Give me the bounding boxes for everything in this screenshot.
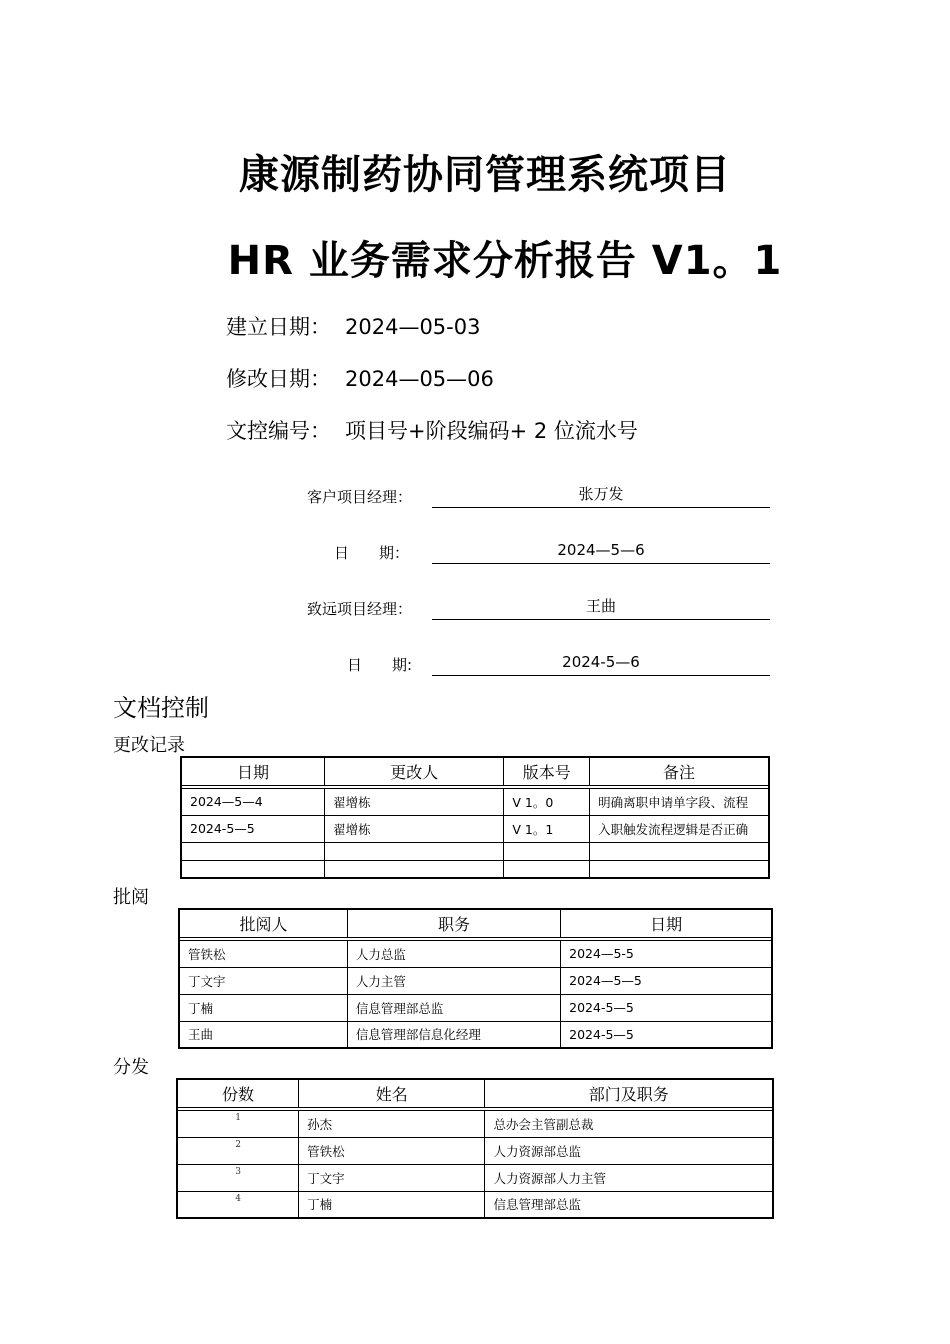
table-cell: 2024—5—5 [561, 967, 772, 994]
signature-label: 日 期: [347, 656, 413, 674]
signature-label: 日 期： [334, 544, 410, 562]
table-cell [504, 860, 590, 878]
doc-title-line2: HR 业务需求分析报告 V1。1 [227, 238, 783, 284]
table-row [177, 1137, 773, 1164]
table-header: 份数 [177, 1079, 299, 1107]
table-header-row [179, 909, 772, 937]
table-cell [181, 860, 325, 878]
meta-modified-value: 2024—05—06 [345, 367, 494, 391]
table-cell: V 1。0 [504, 788, 590, 815]
table-cell: 2 [177, 1137, 299, 1164]
table-row [177, 1110, 773, 1137]
change-log-title: 更改记录 [113, 735, 185, 756]
table-header: 日期 [561, 909, 772, 937]
table-row [181, 815, 769, 842]
signature-vendor-manager [0, 592, 950, 622]
table-cell [325, 842, 504, 860]
table-cell [504, 842, 590, 860]
meta-doc-number [226, 415, 638, 445]
table-row [179, 1021, 772, 1048]
doc-title-line1: 康源制药协同管理系统项目 [239, 152, 731, 198]
table-cell: 1 [177, 1110, 299, 1137]
table-cell: 2024-5—5 [561, 994, 772, 1021]
signature-client-date [0, 536, 950, 566]
table-header: 版本号 [504, 757, 590, 785]
meta-modified [226, 363, 494, 393]
table-cell: 王曲 [179, 1021, 347, 1048]
meta-doc-label: 文控编号： [226, 419, 331, 443]
table-cell: 2024—5-5 [561, 940, 772, 967]
table-header: 备注 [590, 757, 769, 785]
table-cell: 2024-5—5 [181, 815, 325, 842]
signature-value: 王曲 [432, 592, 770, 620]
table-cell: 丁文宇 [299, 1164, 485, 1191]
table-cell: 明确离职申请单字段、流程 [590, 788, 769, 815]
table-row [179, 994, 772, 1021]
table-header-row [177, 1079, 773, 1107]
table-cell: 入职触发流程逻辑是否正确 [590, 815, 769, 842]
meta-doc-value: 项目号+阶段编码+ 2 位流水号 [345, 419, 638, 443]
distribution-table [176, 1078, 774, 1219]
table-cell: 翟增栋 [325, 788, 504, 815]
table-cell [325, 860, 504, 878]
table-header: 日期 [181, 757, 325, 785]
table-row [181, 842, 769, 860]
table-cell: 丁楠 [179, 994, 347, 1021]
table-cell [590, 842, 769, 860]
meta-created-value: 2024—05-03 [345, 315, 481, 339]
table-cell: V 1。1 [504, 815, 590, 842]
table-cell: 人力资源部总监 [485, 1137, 773, 1164]
section-doc-control-title: 文档控制 [113, 694, 209, 722]
table-cell: 人力总监 [347, 940, 560, 967]
table-cell: 人力资源部人力主管 [485, 1164, 773, 1191]
signature-label: 致远项目经理： [307, 600, 413, 618]
signature-label: 客户项目经理： [307, 488, 413, 506]
signature-value: 2024—5—6 [432, 536, 770, 564]
table-row [177, 1164, 773, 1191]
signature-client-manager [0, 480, 950, 510]
table-cell: 孙杰 [299, 1110, 485, 1137]
table-cell: 总办会主管副总裁 [485, 1110, 773, 1137]
table-cell [590, 860, 769, 878]
meta-created [226, 311, 480, 341]
signature-value: 2024-5—6 [432, 648, 770, 676]
table-header: 姓名 [299, 1079, 485, 1107]
table-cell: 人力主管 [347, 967, 560, 994]
table-cell: 信息管理部信息化经理 [347, 1021, 560, 1048]
signature-vendor-date [0, 648, 950, 678]
table-cell: 丁楠 [299, 1191, 485, 1218]
table-header: 职务 [347, 909, 560, 937]
review-title: 批阅 [113, 887, 149, 908]
table-row [181, 860, 769, 878]
table-cell [181, 842, 325, 860]
table-header-row [181, 757, 769, 785]
table-cell: 管铁松 [299, 1137, 485, 1164]
table-cell: 管铁松 [179, 940, 347, 967]
table-cell: 信息管理部总监 [485, 1191, 773, 1218]
distribution-title: 分发 [113, 1057, 149, 1078]
table-row [181, 788, 769, 815]
meta-created-label: 建立日期： [226, 315, 331, 339]
table-row [177, 1191, 773, 1218]
signature-value: 张万发 [432, 480, 770, 508]
table-header: 批阅人 [179, 909, 347, 937]
table-cell: 4 [177, 1191, 299, 1218]
change-log-table [180, 756, 770, 879]
table-cell: 信息管理部总监 [347, 994, 560, 1021]
table-row [179, 967, 772, 994]
table-cell: 丁文宇 [179, 967, 347, 994]
review-table [178, 908, 773, 1049]
meta-modified-label: 修改日期： [226, 367, 331, 391]
table-cell: 2024-5—5 [561, 1021, 772, 1048]
table-cell: 翟增栋 [325, 815, 504, 842]
table-cell: 3 [177, 1164, 299, 1191]
table-header: 部门及职务 [485, 1079, 773, 1107]
table-row [179, 940, 772, 967]
table-header: 更改人 [325, 757, 504, 785]
table-cell: 2024—5—4 [181, 788, 325, 815]
